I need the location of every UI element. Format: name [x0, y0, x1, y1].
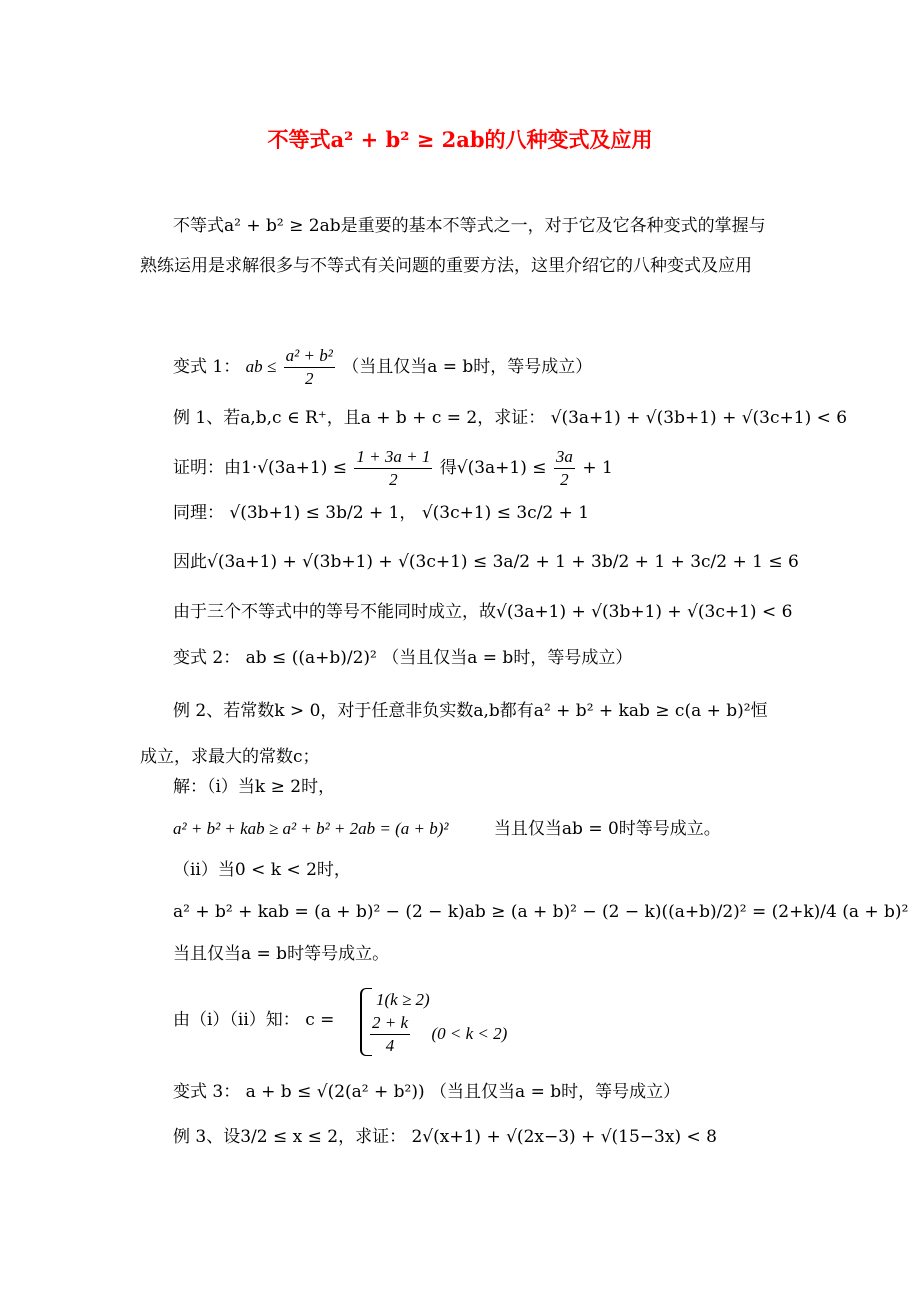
variant-1-formula: ab ≤ — [245, 357, 277, 376]
solution-case-ii: （ii）当0 < k < 2时， — [173, 860, 351, 880]
variant-2: 变式 2： ab ≤ ((a+b)/2)² （当且仅当a = b时，等号成立） — [173, 648, 633, 668]
variant-1-note: （当且仅当a = b时，等号成立） — [342, 357, 593, 377]
page-title: 不等式a² + b² ≥ 2ab的八种变式及应用 — [267, 127, 653, 152]
solution-case-i: 解：（i）当k ≥ 2时， — [173, 777, 336, 797]
proof-1-middle: 得√(3a+1) ≤ — [439, 458, 547, 478]
proof-1-fraction-2 — [554, 446, 575, 491]
example-2: 例 2、若常数k > 0，对于任意非负实数a,b都有a² + b² + kab ≥ c(a + b)²恒成立，求最大的常数c； — [140, 701, 768, 767]
example-3: 例 3、设3/2 ≤ x ≤ 2，求证： 2√(x+1) + √(2x−3) + √(15−3x) < 8 — [173, 1127, 717, 1147]
variant-1-label: 变式 1： — [173, 357, 241, 377]
therefore-line: 因此√(3a+1) + √(3b+1) + √(3c+1) ≤ 3a/2 + 1 + 3b/2 + 1 + 3c/2 + 1 ≤ 6 — [173, 552, 799, 572]
proof-1-fraction — [354, 446, 432, 491]
solution-case-i-equation — [173, 817, 721, 841]
same-reasoning: 同理： √(3b+1) ≤ 3b/2 + 1， √(3c+1) ≤ 3c/2 + 1 — [173, 503, 590, 523]
case-2-condition: (0 < k < 2) — [431, 1024, 508, 1043]
example-1: 例 1、若a,b,c ∈ R⁺，且a + b + c = 2，求证： √(3a+1) + √(3b+1) + √(3c+1) < 6 — [173, 408, 848, 428]
intro-paragraph: 不等式a² + b² ≥ 2ab是重要的基本不等式之一，对于它及它各种变式的掌握与熟练运用是求解很多与不等式有关问题的重要方法，这里介绍它的八种变式及应用 — [140, 216, 766, 276]
case-i-note: 当且仅当ab = 0时等号成立。 — [493, 819, 721, 839]
case-1: 1(k ≥ 2) — [376, 990, 430, 1009]
case-i-equation: a² + b² + kab ≥ a² + b² + 2ab = (a + b)² — [173, 819, 449, 838]
case-2-fraction — [370, 1012, 410, 1057]
variant-1-denominator: 2 — [304, 369, 314, 388]
variant-1-numerator: a² + b² — [284, 345, 335, 368]
variant-3: 变式 3： a + b ≤ √(2(a² + b²)) （当且仅当a = b时，等号成立） — [173, 1082, 681, 1102]
proof-1-denominator: 2 — [389, 470, 398, 489]
conclusion-1: 由于三个不等式中的等号不能同时成立，故√(3a+1) + √(3b+1) + √(3c+1) < 6 — [173, 602, 793, 622]
case-2-denominator: 4 — [385, 1036, 395, 1055]
proof-1-start: 证明：由1·√(3a+1) ≤ — [173, 458, 347, 478]
proof-1-numerator-2: 3a — [554, 446, 575, 469]
solution-case-ii-equation: a² + b² + kab = (a + b)² − (2 − k)ab ≥ (a + b)² − (2 − k)((a+b)/2)² = (2+k)/4 (a + b)² — [173, 902, 909, 922]
proof-1-end: + 1 — [582, 458, 613, 478]
proof-1-denominator-2: 2 — [560, 470, 569, 489]
case-2 — [368, 1012, 507, 1057]
proof-1-numerator: 1 + 3a + 1 — [354, 446, 432, 469]
variant-1 — [173, 345, 592, 390]
solution-case-ii-note: 当且仅当a = b时等号成立。 — [173, 944, 390, 964]
case-conclusion-label: 由（i）（ii）知： c = — [173, 1010, 335, 1030]
proof-1 — [173, 446, 613, 491]
case-2-numerator: 2 + k — [370, 1012, 410, 1035]
variant-1-fraction — [284, 345, 335, 390]
